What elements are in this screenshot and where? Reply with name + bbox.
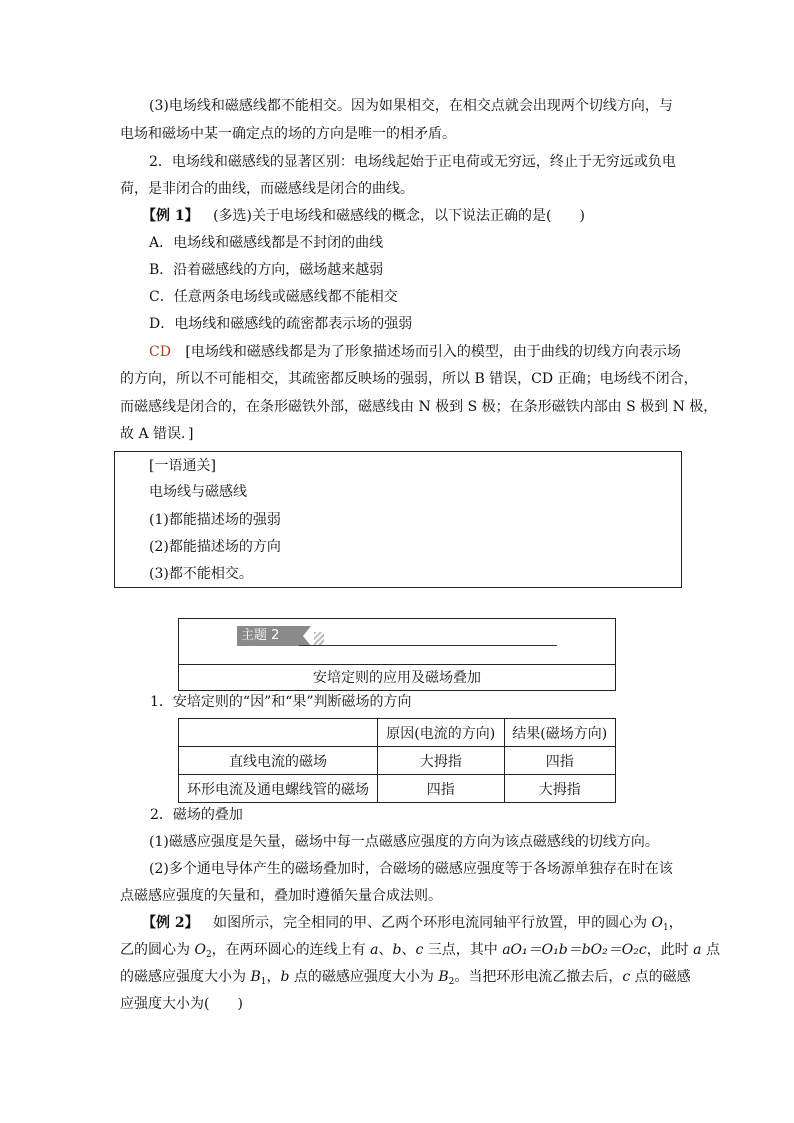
table-row (179, 775, 616, 803)
example-1-answer: CD (149, 344, 171, 360)
example-2-text: ， (266, 969, 281, 985)
superposition-paragraph-1: (1)磁感应强度是矢量，磁场中每一点磁感应强度的方向为该点磁感线的切线方向。 (149, 834, 659, 850)
example-2-text: 如图所示，完全相同的甲、乙两个环形电流同轴平行放置，甲的圆心为 (213, 915, 652, 931)
table-cell: 四指 (504, 747, 616, 775)
example-2-line-3 (120, 967, 691, 992)
example-2-text: ，此时 (646, 942, 694, 958)
paragraph-distinction-line-1: 2．电场线和磁感线的显著区别：电场线起始于正电荷或无穷远，终止于无穷远或负电 (149, 154, 676, 170)
topic-2-title: 安培定则的应用及磁场叠加 (313, 670, 481, 686)
table-cell: 大拇指 (504, 775, 616, 803)
math-sub: 2 (205, 950, 212, 960)
math-point-b: b (280, 969, 290, 985)
math-equation: aO₁＝O₁b＝bO₂＝O₂c (502, 942, 647, 958)
table-cell: 四指 (378, 775, 505, 803)
example-1-explain-line-2: 的方向，所以不可能相交，其疏密都反映场的强弱，所以 B 错误，CD 正确；电场线不闭合， (120, 371, 698, 387)
example-2-text: 的磁感应强度大小为 (120, 969, 251, 985)
table-cell: 大拇指 (378, 747, 505, 775)
example-1-option-a: A．电场线和磁感线都是不封闭的曲线 (149, 235, 384, 251)
math-sub: 1 (260, 977, 267, 987)
superposition-paragraph-2-line-2: 点磁感应强度的矢量和，叠加时遵循矢量合成法则。 (120, 888, 442, 904)
table-header-cell: 结果(磁场方向) (504, 719, 616, 747)
example-1-explain-line-3: 而磁感线是闭合的，在条形磁铁外部，磁感线由 N 极到 S 极；在条形磁铁内部由 S 极到 N 极， (120, 399, 718, 415)
summary-box-item-3: (3)都不能相交。 (149, 566, 253, 582)
example-2-text: ， (668, 915, 683, 931)
summary-box-item-2: (2)都能描述场的方向 (149, 539, 281, 555)
example-2-text: 点的磁感 (630, 969, 691, 985)
example-1-stem (142, 206, 585, 226)
example-1-explain-text: [电场线和磁感线都是为了形象描述场而引入的模型，由于曲线的切线方向表示场 (185, 344, 681, 360)
example-2-line-4: 应强度大小为( ) (120, 996, 243, 1012)
example-2-text: 、 (401, 942, 416, 958)
example-2-line-2 (120, 940, 720, 965)
math-O: O (194, 942, 206, 958)
table-cell: 直线电流的磁场 (179, 747, 378, 775)
example-1-option-d: D．电场线和磁感线的疏密都表示场的强弱 (149, 316, 413, 332)
math-B: B (250, 969, 261, 985)
math-B: B (438, 969, 449, 985)
math-point-a: a (693, 942, 702, 958)
example-1-label: 【例 1】 (142, 208, 199, 224)
paragraph-3-line-2: 电场和磁场中某一确定点的场的方向是唯一的相矛盾。 (120, 126, 456, 142)
example-2-text: ，在两环圆心的连线上有 (211, 942, 371, 958)
section-2-heading-2: 2．磁场的叠加 (150, 807, 243, 823)
example-2-label: 【例 2】 (142, 915, 199, 931)
table-header-cell (179, 719, 378, 747)
example-1-explain-line-1 (149, 342, 681, 362)
example-2-text: 三点，其中 (423, 942, 503, 958)
topic-2-rule (299, 645, 557, 646)
summary-box-item-1: (1)都能描述场的强弱 (149, 512, 281, 528)
table-header-row (179, 719, 616, 747)
example-2-text: 。当把环形电流乙撤去后， (454, 969, 623, 985)
topic-2-badge: 主题 2 (237, 626, 303, 646)
table-cell: 环形电流及通电螺线管的磁场 (179, 775, 378, 803)
superposition-paragraph-2-line-1: (2)多个通电导体产生的磁场叠加时，合磁场的磁感应强度等于各场源单独存在时在该 (149, 861, 673, 877)
math-point-c: c (415, 942, 424, 958)
topic-2-badge-arrow (303, 626, 311, 646)
example-1-option-c: C．任意两条电场线或磁感线都不能相交 (149, 289, 398, 305)
table-row (179, 747, 616, 775)
math-point-b: b (392, 942, 402, 958)
math-point-c: c (622, 969, 631, 985)
summary-box-title: [一语通关] (149, 458, 216, 474)
example-1-explain-line-4: 故 A 错误．] (120, 426, 194, 442)
topic-2-banner (179, 619, 615, 665)
paragraph-distinction-line-2: 荷，是非闭合的曲线，而磁感线是闭合的曲线。 (120, 181, 414, 197)
math-O: O (651, 915, 664, 931)
topic-2-stripe-decoration (314, 632, 324, 646)
example-2-text: 、 (378, 942, 393, 958)
paragraph-3-line-1: (3)电场线和磁感线都不能相交。因为如果相交，在相交点就会出现两个切线方向，与 (149, 98, 673, 114)
table-header-cell: 原因(电流的方向) (378, 719, 505, 747)
example-2-line-1 (142, 913, 683, 938)
math-point-a: a (370, 942, 379, 958)
example-2-text: 点的磁感应强度大小为 (289, 969, 439, 985)
ampere-rule-table (178, 718, 616, 803)
math-sub: 2 (448, 977, 455, 987)
summary-box (114, 451, 682, 588)
example-2-text: 点 (701, 942, 720, 958)
example-1-question: (多选)关于电场线和磁感线的概念，以下说法正确的是( ) (213, 208, 585, 224)
topic-2-header (178, 618, 616, 691)
example-2-text: 乙的圆心为 (120, 942, 195, 958)
example-1-option-b: B．沿着磁感线的方向，磁场越来越弱 (149, 262, 384, 278)
section-2-heading-1: 1．安培定则的“因”和“果”判断磁场的方向 (150, 694, 412, 710)
math-sub: 1 (663, 923, 669, 933)
summary-box-subtitle: 电场线与磁感线 (149, 484, 247, 500)
